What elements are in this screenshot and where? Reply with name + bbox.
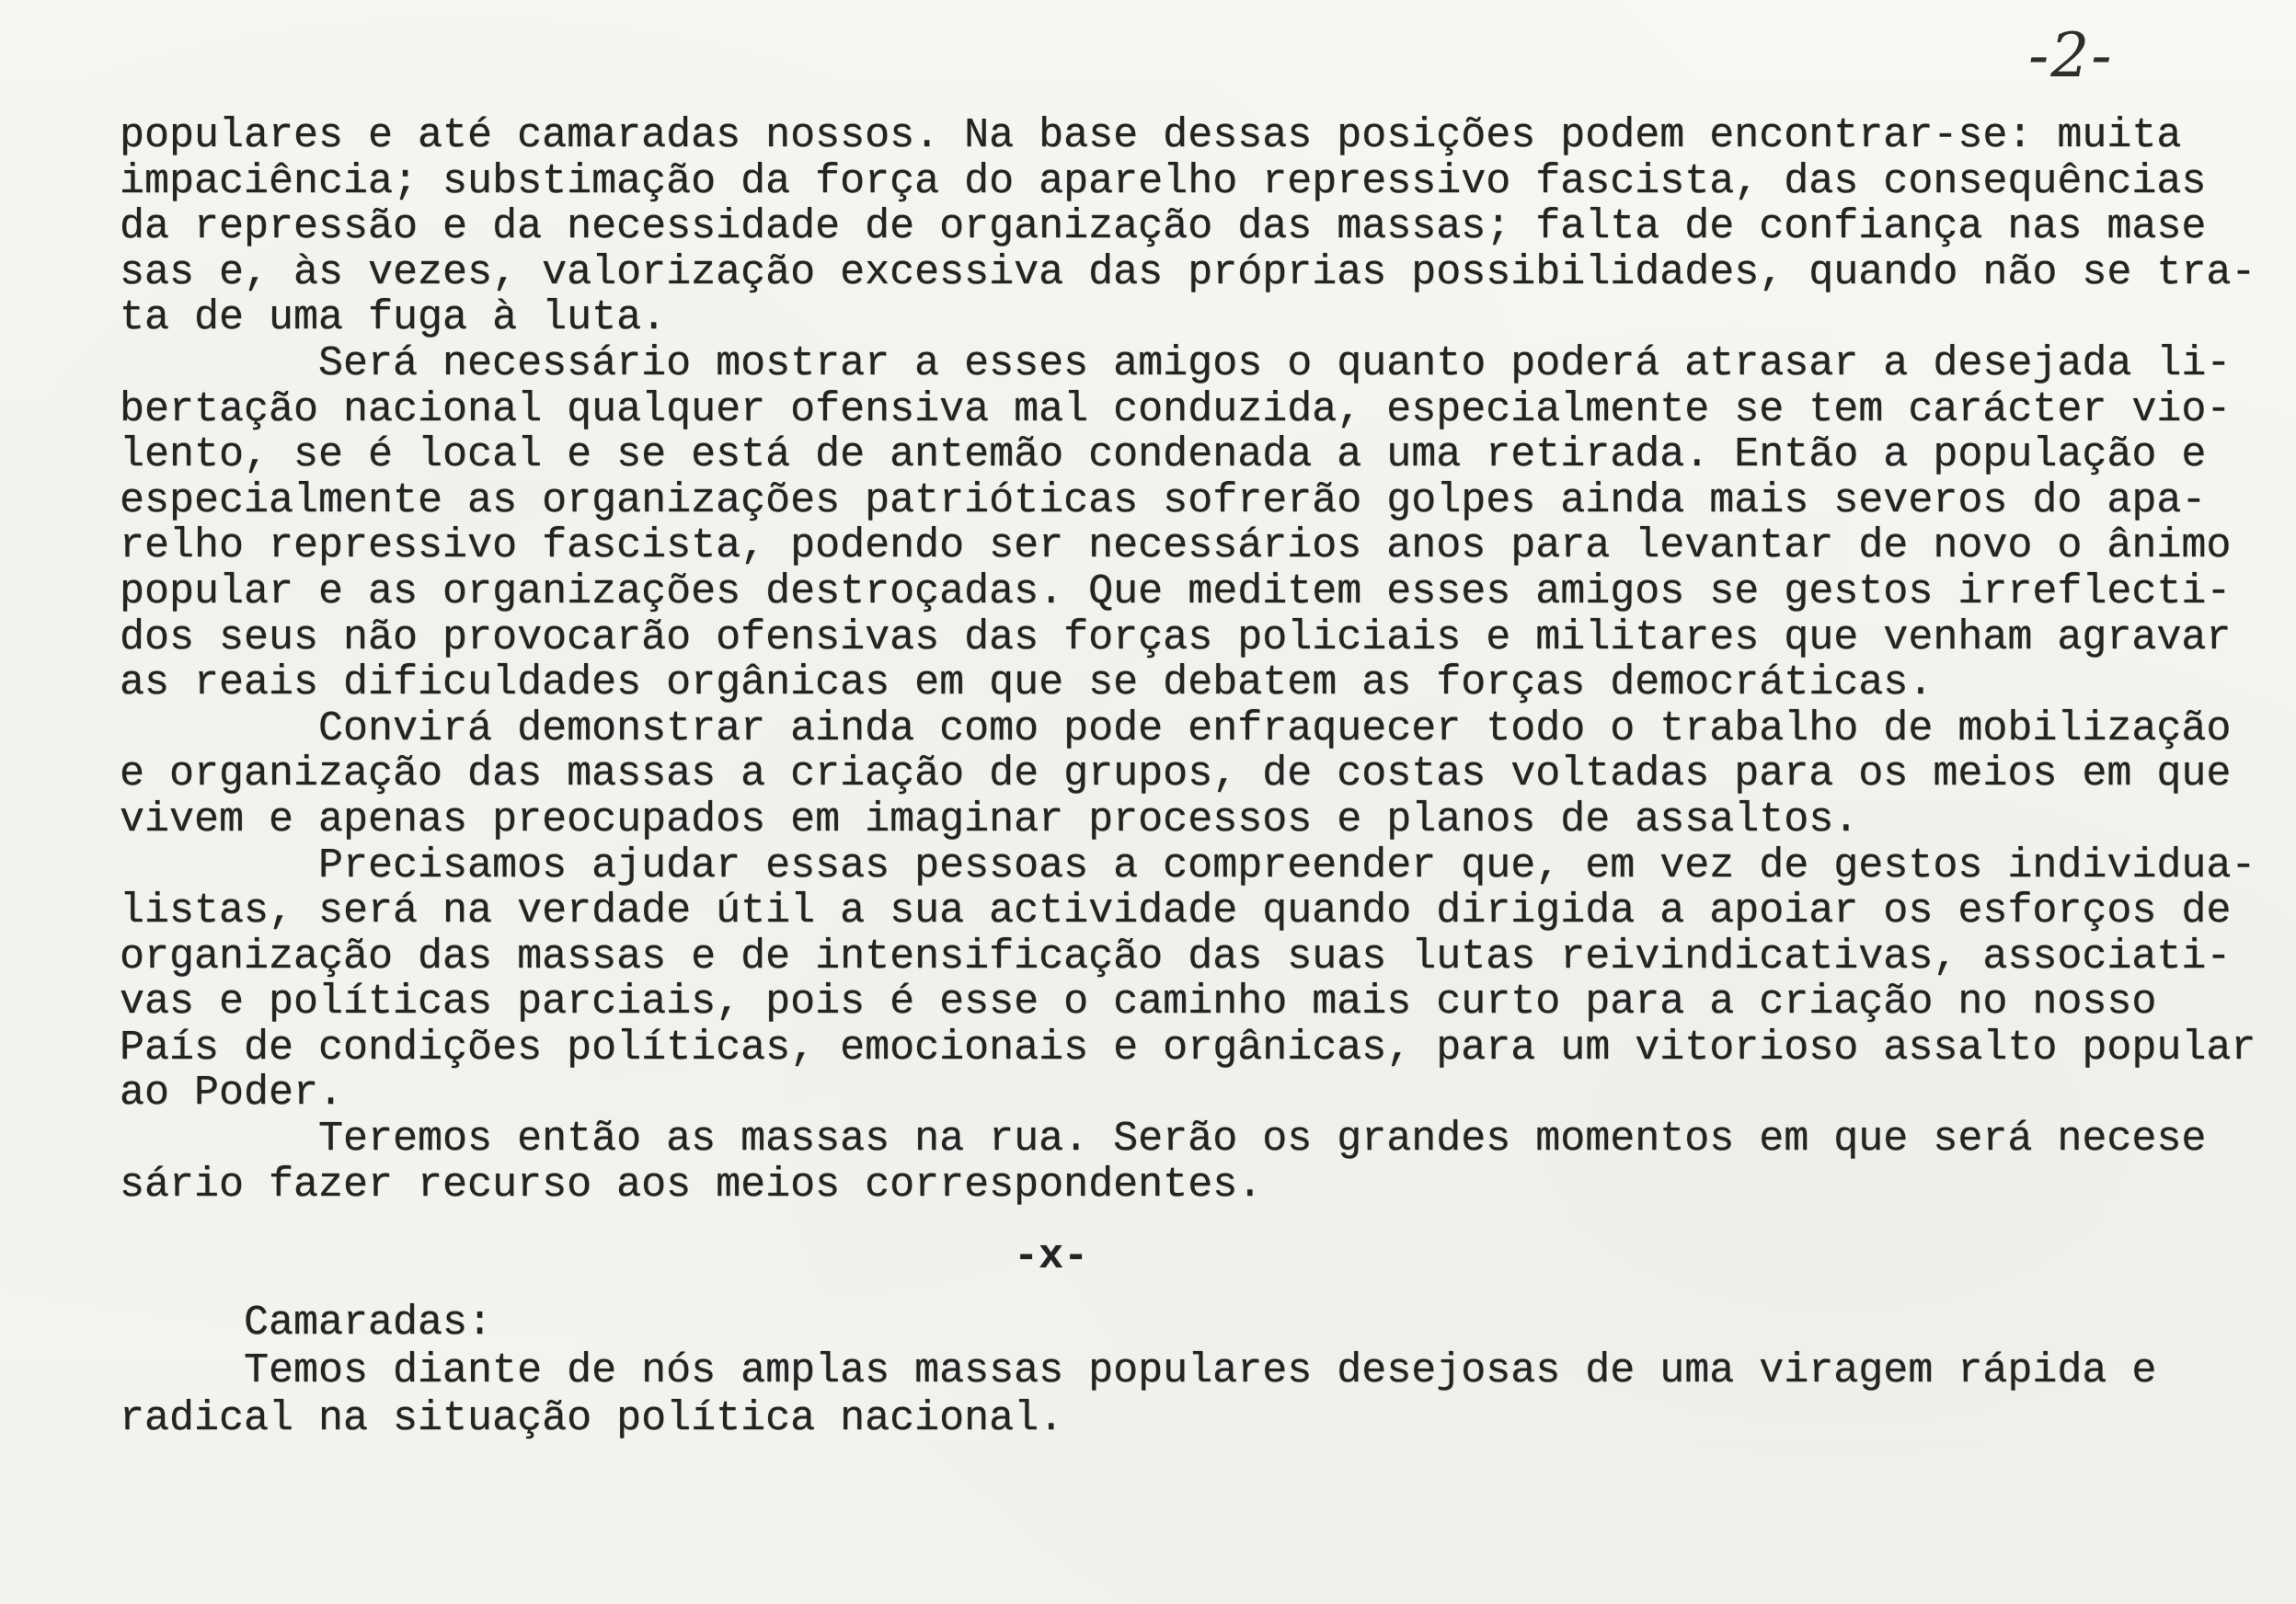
text-line: ao Poder.	[120, 1070, 344, 1117]
text-line: e organização das massas a criação de grupos, de costas voltadas para os meios em que	[120, 750, 2232, 798]
text-line: radical na situação política nacional.	[120, 1395, 1064, 1442]
document-body	[120, 113, 2272, 1208]
text-line: vas e políticas parciais, pois é esse o caminho mais curto para a criação no nosso	[120, 979, 2157, 1026]
text-line: Precisamos ajudar essas pessoas a compreender que, em vez de gestos individua-	[318, 842, 2256, 889]
text-line: dos seus não provocarão ofensivas das forças policiais e militares que venham agravar	[120, 613, 2232, 661]
text-line: as reais dificuldades orgânicas em que se debatem as forças democráticas.	[120, 659, 1934, 707]
salutation: Camaradas:	[244, 1300, 493, 1346]
text-line: bertação nacional qualquer ofensiva mal conduzida, especialmente se tem carácter vio-	[120, 385, 2232, 433]
text-line: País de condições políticas, emocionais e orgânicas, para um vitorioso assalto popular	[120, 1024, 2256, 1071]
page-number: -2-	[2028, 20, 2114, 91]
paragraph	[120, 843, 2272, 1117]
text-line: popular e as organizações destroçadas. Que meditem esses amigos se gestos irreflecti-	[120, 567, 2232, 615]
text-line: sário fazer recurso aos meios correspondentes.	[120, 1161, 1263, 1209]
closing-section	[120, 1300, 2272, 1443]
text-line: listas, será na verdade útil a sua actividade quando dirigida a apoiar os esforços de	[120, 888, 2232, 935]
text-line: da repressão e da necessidade de organização das massas; falta de confiança nas mase	[120, 203, 2207, 251]
paragraph	[120, 113, 2272, 341]
text-line: Teremos então as massas na rua. Serão os grandes momentos em que será necese	[318, 1116, 2207, 1163]
text-line: organização das massas e de intensificação das suas lutas reivindicativas, associati-	[120, 933, 2232, 980]
text-line: Temos diante de nós amplas massas populares desejosas de uma viragem rápida e	[244, 1347, 2157, 1394]
text-line: Convirá demonstrar ainda como pode enfraquecer todo o trabalho de mobilização	[318, 705, 2232, 752]
text-line: vivem e apenas preocupados em imaginar processos e planos de assaltos.	[120, 796, 1859, 843]
text-line: Será necessário mostrar a esses amigos o quanto poderá atrasar a desejada li-	[318, 339, 2232, 387]
text-line: populares e até camaradas nossos. Na base dessas posições podem encontrar-se: muita	[120, 112, 2182, 159]
paragraph	[120, 341, 2272, 706]
section-separator: -x-	[1014, 1233, 1089, 1280]
text-line: relho repressivo fascista, podendo ser necessários anos para levantar de novo o ânimo	[120, 522, 2232, 570]
paragraph	[120, 706, 2272, 843]
text-line: lento, se é local e se está de antemão condenada a uma retirada. Então a população e	[120, 431, 2207, 479]
text-line: especialmente as organizações patrióticas sofrerão golpes ainda mais severos do apa-	[120, 476, 2207, 524]
text-line: impaciência; substimação da força do aparelho repressivo fascista, das consequências	[120, 157, 2207, 205]
text-line: ta de uma fuga à luta.	[120, 294, 667, 342]
text-line: sas e, às vezes, valorização excessiva das próprias possibilidades, quando não se tra-	[120, 248, 2256, 296]
paragraph	[120, 1117, 2272, 1208]
